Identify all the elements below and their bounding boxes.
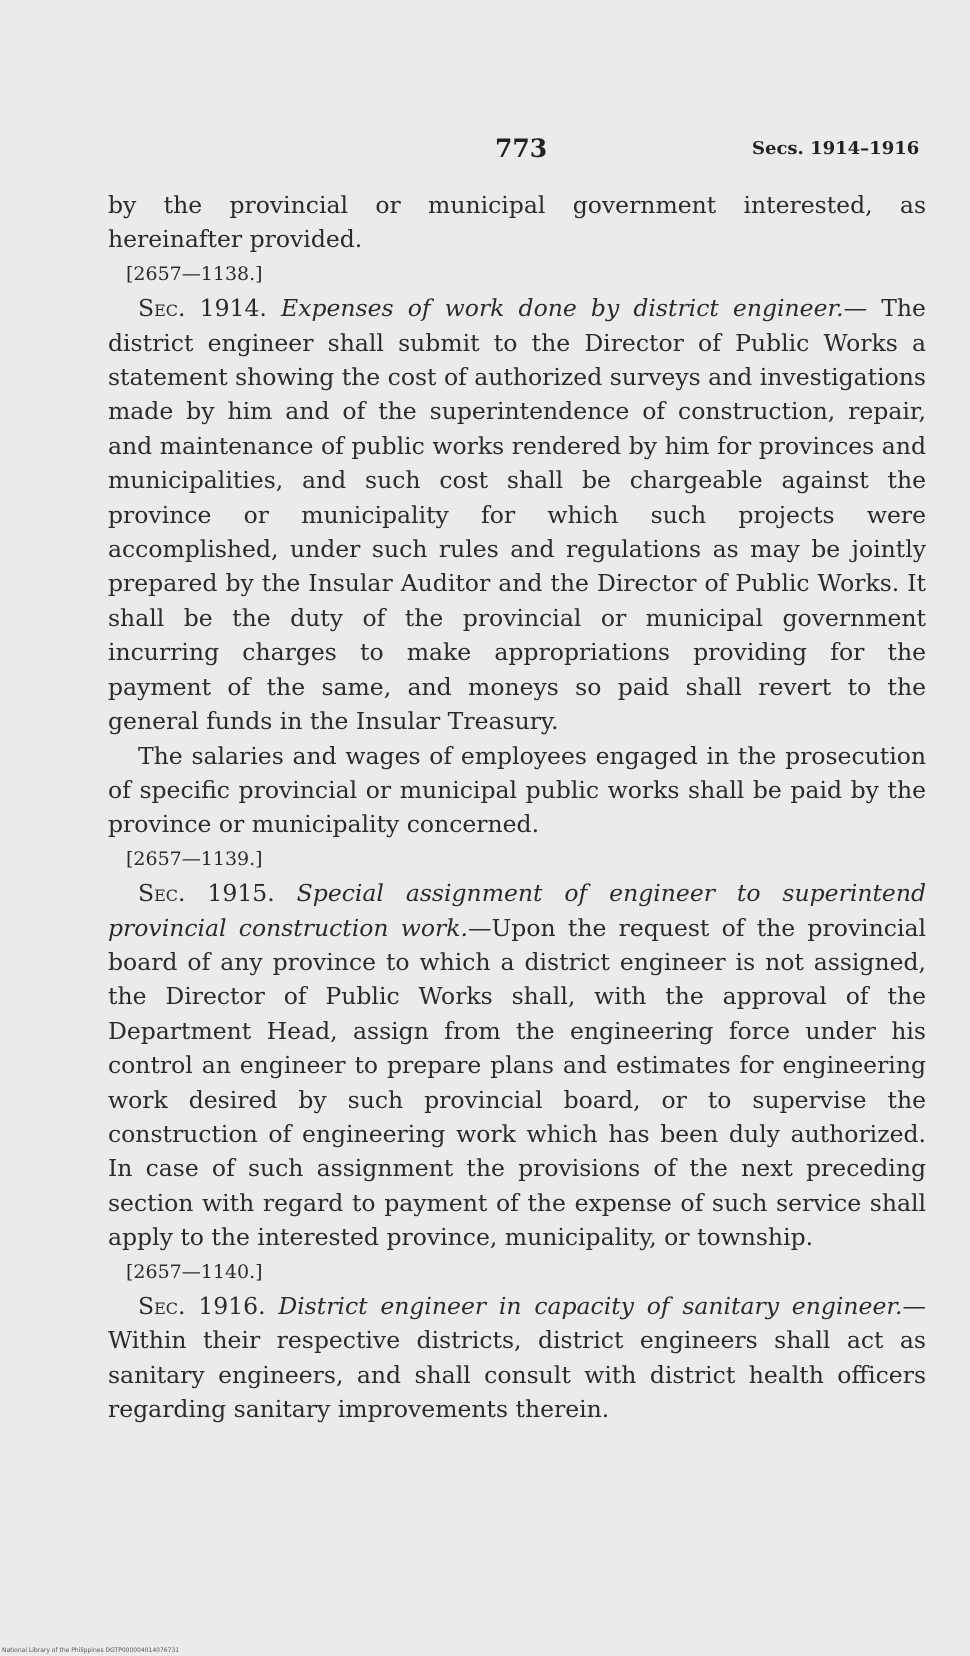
section-1916 xyxy=(108,1289,926,1427)
source-reference: [2657—1139.] xyxy=(126,847,263,870)
salaries-paragraph: The salaries and wages of employees engaged in the prosecution of specific provincial or municipal public works shall be paid by the province or municipality concerned. xyxy=(108,741,926,839)
source-reference: [2657—1140.] xyxy=(126,1260,263,1283)
section-label: Sec. 1916. xyxy=(138,1292,266,1320)
section-title: Special assignment of engineer to superintend provincial construction work. xyxy=(108,879,926,942)
section-1915 xyxy=(108,876,926,1254)
page-number: 773 xyxy=(495,134,548,163)
scan-credit: National Library of the Philippines DGTP000004014076731 xyxy=(2,1647,180,1654)
page-header xyxy=(0,134,970,174)
section-label: Sec. 1914. xyxy=(138,294,267,323)
section-1914 xyxy=(108,291,926,738)
document-body xyxy=(108,188,926,1427)
section-title: Expenses of work done by district engineer.— xyxy=(281,294,868,323)
running-head: Secs. 1914–1916 xyxy=(752,138,920,159)
source-reference: [2657—1138.] xyxy=(126,262,263,285)
section-body: The district engineer shall submit to the Director of Public Works a statement showing the cost of authorized surveys and investigations made by him and of the superintendence of construction, repair, and maintenance of public works rendered by him for provinces and municipalities, and such cost shall be chargeable against the province or municipality for which such projects were accomplished, under such rules and regulations as may be jointly prepared by the Insular Auditor and the Director of Public Works. It shall be the duty of the provincial or municipal government incurring charges to make appropriations providing for the payment of the same, and moneys so paid shall revert to the general funds in the Insular Treasury. xyxy=(108,294,926,736)
section-body: —Upon the request of the provincial board of any province to which a district engineer is not assigned, the Director of Public Works shall, with the approval of the Department Head, assign from the engineering force under his control an engineer to prepare plans and estimates for engineering work desired by such provincial board, or to supervise the construction of engineering work which has been duly authorized. In case of such assignment the provisions of the next preceding section with regard to payment of the expense of such service shall apply to the interested province, municipality, or township. xyxy=(108,913,926,1252)
section-title: District engineer in capacity of sanitary engineer. xyxy=(278,1292,903,1320)
section-body: —Within their respective districts, district engineers shall act as sanitary engineers, and shall consult with district health officers regarding sanitary improvements therein. xyxy=(108,1292,926,1424)
section-label: Sec. 1915. xyxy=(138,879,275,908)
continuation-paragraph: by the provincial or municipal government interested, as hereinafter provided. xyxy=(108,191,926,254)
